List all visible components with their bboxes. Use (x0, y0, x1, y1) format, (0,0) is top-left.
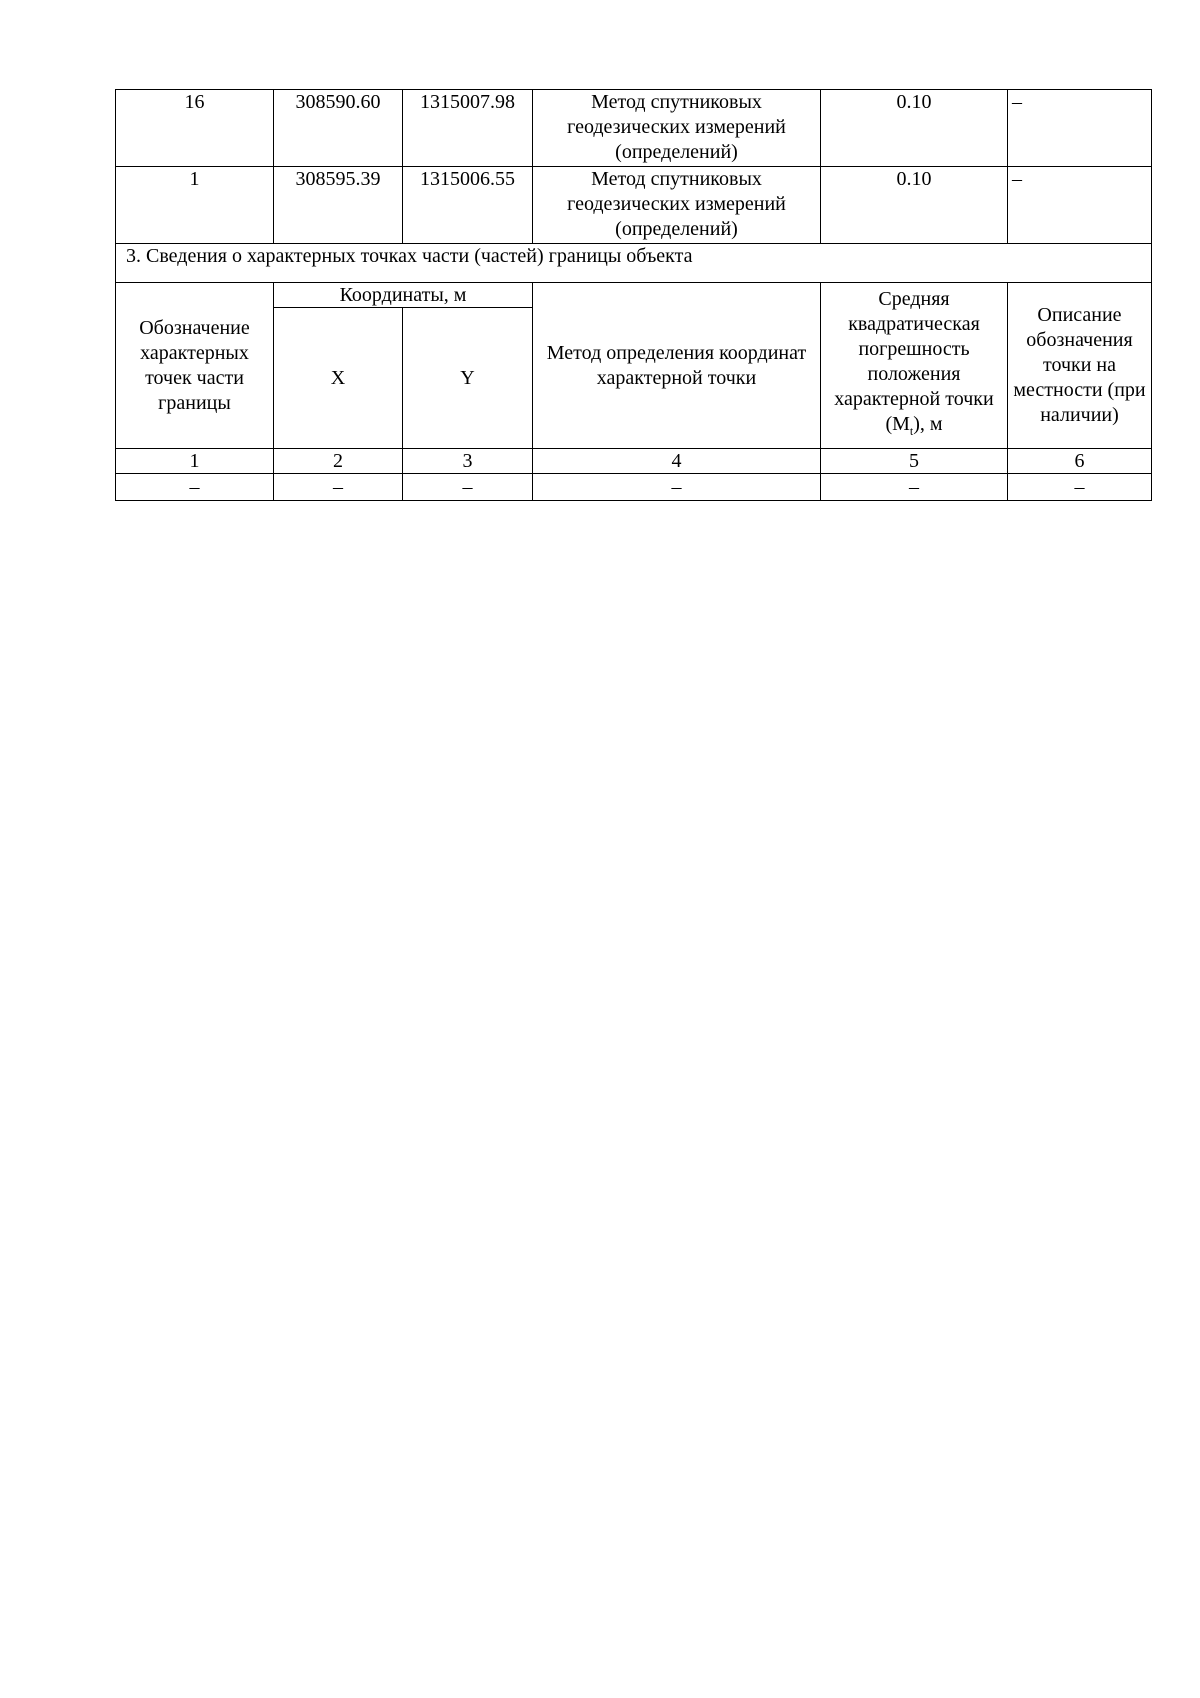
coord-y: 1315006.55 (403, 167, 533, 244)
empty-value: – (403, 474, 533, 501)
header-method: Метод определения координат характерной точки (533, 283, 821, 449)
header-error (821, 283, 1008, 449)
column-number: 2 (274, 449, 403, 474)
table-row (116, 474, 1152, 501)
table-row (116, 90, 1152, 167)
method-cell: Метод спутниковых геодезических измерений (определений) (533, 90, 821, 167)
empty-value: – (274, 474, 403, 501)
coord-x: 308595.39 (274, 167, 403, 244)
header-error-sub: t (909, 424, 914, 438)
column-number: 6 (1008, 449, 1152, 474)
header-error-suffix: ), м (913, 413, 943, 435)
description-cell: – (1008, 90, 1152, 167)
header-designation: Обозначение характерных точек части границы (116, 283, 274, 449)
empty-value: – (1008, 474, 1152, 501)
column-number: 5 (821, 449, 1008, 474)
section-title: 3. Сведения о характерных точках части (частей) границы объекта (116, 244, 1152, 283)
error-cell: 0.10 (821, 90, 1008, 167)
point-number: 1 (116, 167, 274, 244)
column-number: 4 (533, 449, 821, 474)
column-number: 3 (403, 449, 533, 474)
header-row (116, 283, 1152, 308)
column-numbers-row (116, 449, 1152, 474)
point-number: 16 (116, 90, 274, 167)
empty-value: – (116, 474, 274, 501)
header-error-text: Средняя квадратическая погрешность положения характерной точки (M (834, 288, 994, 435)
coord-x: 308590.60 (274, 90, 403, 167)
table-row (116, 167, 1152, 244)
header-y: Y (403, 308, 533, 449)
method-cell: Метод спутниковых геодезических измерений (определений) (533, 167, 821, 244)
empty-value: – (533, 474, 821, 501)
column-number: 1 (116, 449, 274, 474)
empty-value: – (821, 474, 1008, 501)
header-coordinates: Координаты, м (274, 283, 533, 308)
header-x: X (274, 308, 403, 449)
error-cell: 0.10 (821, 167, 1008, 244)
coordinates-table (115, 89, 1152, 501)
header-description: Описание обозначения точки на местности (при наличии) (1008, 283, 1152, 449)
coord-y: 1315007.98 (403, 90, 533, 167)
description-cell: – (1008, 167, 1152, 244)
section-row (116, 244, 1152, 283)
